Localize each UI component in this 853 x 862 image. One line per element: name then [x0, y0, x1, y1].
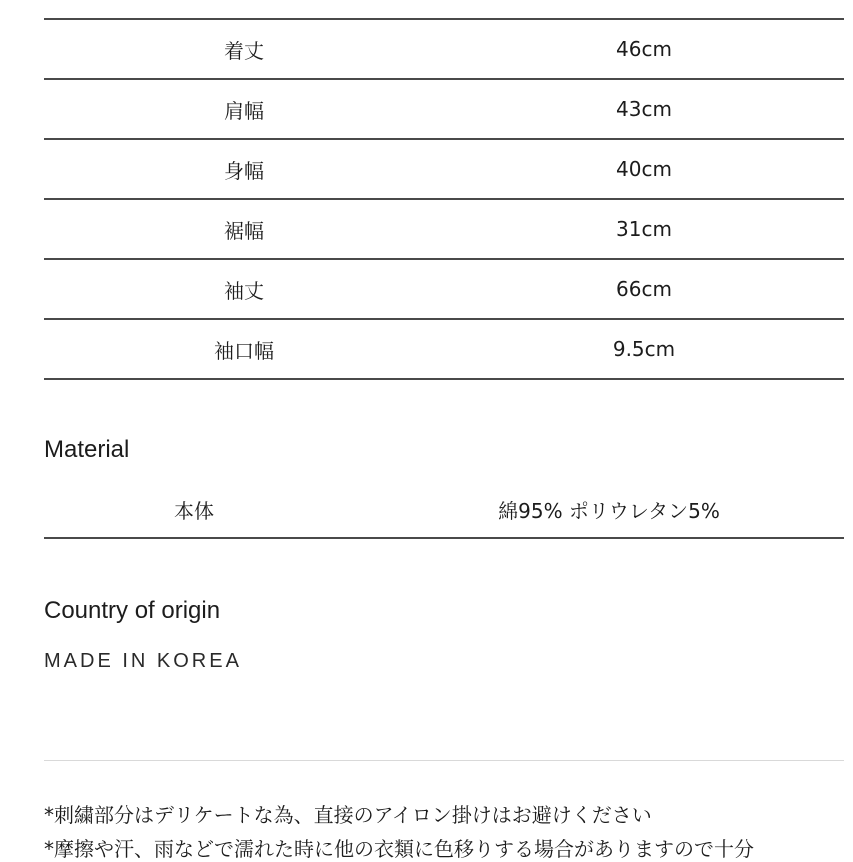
- table-row: [44, 20, 844, 80]
- size-value: 46cm: [616, 37, 672, 61]
- care-note: *刺繍部分はデリケートな為、直接のアイロン掛けはお避けください: [44, 803, 652, 827]
- size-value: 31cm: [616, 217, 672, 241]
- material-heading: Material: [44, 436, 130, 463]
- material-label: 本体: [174, 499, 214, 523]
- size-value: 9.5cm: [612, 337, 676, 361]
- size-value: 43cm: [616, 97, 672, 121]
- size-label: 裾幅: [224, 218, 264, 243]
- origin-heading: Country of origin: [44, 597, 221, 624]
- divider: [44, 760, 844, 761]
- material-value: 綿95% ポリウレタン5%: [498, 499, 720, 523]
- material-row: [44, 482, 844, 539]
- table-row-partial: [44, 0, 844, 20]
- size-value: 40cm: [616, 157, 672, 181]
- table-row: [44, 140, 844, 200]
- size-value: 66cm: [616, 277, 672, 301]
- table-row: [44, 260, 844, 320]
- size-table: [44, 0, 844, 380]
- size-label: 袖口幅: [214, 338, 274, 363]
- size-label: 袖丈: [224, 278, 264, 303]
- table-row: [44, 320, 844, 380]
- origin-value: MADE IN KOREA: [44, 650, 242, 672]
- table-row: [44, 80, 844, 140]
- size-label: 肩幅: [224, 98, 264, 123]
- size-label: 身幅: [224, 158, 264, 183]
- size-label: 着丈: [224, 38, 264, 63]
- table-row: [44, 200, 844, 260]
- care-note: *摩擦や汗、雨などで濡れた時に他の衣類に色移りする場合がありますので十分: [44, 837, 754, 861]
